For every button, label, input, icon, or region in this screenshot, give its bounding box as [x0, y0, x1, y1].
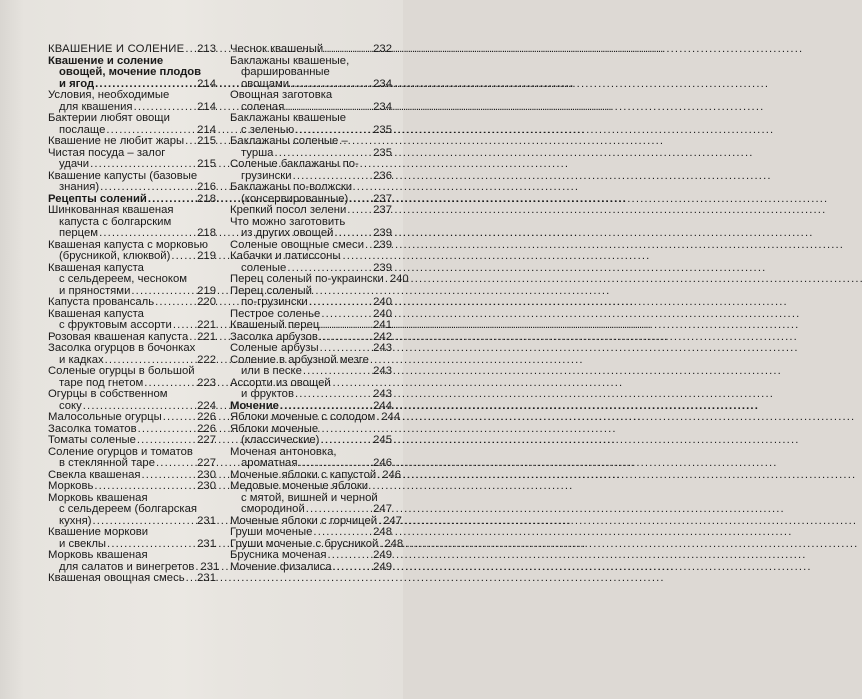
toc-entry-title-line: послаще [59, 123, 106, 136]
toc-entry [48, 366, 216, 389]
toc-page-number: 218 [197, 227, 216, 239]
toc-entry [230, 550, 392, 562]
toc-entry-title-line: Баклажаны по-волжски [230, 181, 353, 193]
toc-entry [48, 297, 216, 309]
toc-leader-dots [385, 274, 389, 286]
toc-entry-title-line: Что можно заготовить [230, 215, 346, 228]
toc-entry-title-line: с сельдереем, чесноком [59, 273, 188, 285]
toc-column-right [230, 43, 409, 573]
toc-page-number: 216 [197, 181, 216, 193]
toc-entry-title-line: соленая [241, 100, 285, 113]
toc-entry-title-line: Томаты соленые [48, 434, 136, 446]
toc-leader-dots [298, 458, 372, 470]
toc-entry-title-line: Кабачки и патиссоны [230, 250, 341, 262]
toc-page-number: 220 [197, 296, 216, 308]
toc-entry-title-line: Груши моченые с брусникой [230, 537, 379, 550]
toc-entry [48, 493, 216, 528]
toc-column-left [48, 43, 220, 585]
toc-page-number: 247 [383, 514, 402, 527]
toc-entry-title-line: Квашение капусты (базовые [48, 169, 198, 182]
toc-entry-title-line: с зеленью [241, 123, 295, 136]
toc-entry [48, 240, 216, 263]
toc-leader-dots [185, 44, 196, 56]
toc-page-number: 221 [197, 319, 216, 331]
toc-page-number: 227 [197, 434, 216, 446]
toc-entry-title-line: из других овощей [241, 227, 334, 239]
toc-entry-title-line: Квашеный перец [230, 319, 320, 331]
toc-page-number: 239 [373, 227, 392, 239]
toc-entry-title-line: удачи [59, 158, 90, 170]
toc-page-number: 224 [197, 399, 216, 412]
toc-page-number: 213 [197, 43, 216, 55]
toc-page-number: 245 [373, 434, 392, 446]
toc-entry-title-line: Моченые яблоки с горчицей [230, 514, 378, 527]
toc-entry-title-line: Капуста провансаль [48, 296, 155, 308]
toc-leader-dots [347, 205, 372, 217]
toc-entry-title-line: Соление в арбузной мезге [230, 353, 369, 366]
toc-entry-title-line: (брусникой, клюквой) [59, 250, 171, 262]
toc-entry-title-line: овощей, мочение плодов [59, 66, 202, 78]
toc-entry-title-line: Пестрое соленье [230, 307, 321, 320]
toc-entry [230, 251, 392, 274]
toc-page-number: 248 [373, 526, 392, 538]
toc-entry-title-line: ароматная [241, 457, 298, 469]
toc-leader-dots [333, 562, 373, 574]
toc-entry-title-line: Овощная заготовка [230, 89, 333, 101]
toc-page-number: 243 [373, 388, 392, 400]
toc-page-number: 223 [197, 376, 216, 389]
toc-entry [48, 481, 216, 493]
toc-entry-title-line: Соленые баклажаны по- [230, 158, 359, 170]
toc-entry [48, 309, 216, 332]
toc-page-number: 249 [373, 549, 392, 561]
toc-entry-title-line: Чистая посуда – залог [48, 146, 166, 159]
toc-entry-title-line: и фруктов [241, 388, 294, 400]
toc-page-number: 230 [197, 480, 216, 492]
toc-entry [48, 447, 216, 470]
toc-entry [230, 182, 392, 205]
toc-page-number: 226 [197, 411, 216, 423]
toc-entry-title-line: Груши моченые [230, 526, 313, 538]
toc-page-number: 246 [382, 468, 402, 481]
toc-entry-title-line: и ягод [59, 77, 95, 90]
toc-entry-title-line: Условия, необходимые [48, 89, 170, 101]
toc-leader-dots [156, 458, 196, 470]
toc-entry [230, 527, 392, 539]
toc-entry [230, 343, 392, 355]
toc-page-number: 215 [197, 135, 216, 147]
toc-leader-dots [313, 527, 372, 539]
toc-entry-title-line: Яблоки моченые [230, 422, 319, 435]
toc-entry-title-line: в стеклянной таре [59, 457, 156, 469]
toc-entry [230, 56, 392, 91]
toc-leader-dots [306, 504, 372, 516]
toc-entry-title-line: с сельдереем (болгарская [59, 503, 197, 515]
toc-entry [230, 355, 392, 378]
toc-entry [48, 435, 216, 447]
toc-page-number: 249 [373, 560, 392, 573]
toc-entry-title-line: КВАШЕНИЕ И СОЛЕНИЕ [48, 43, 185, 55]
toc-leader-dots [377, 470, 381, 482]
toc-leader-dots [376, 412, 380, 424]
toc-page-number: 240 [373, 296, 392, 308]
toc-entry-title-line: Баклажаны квашеные [230, 112, 347, 124]
toc-entry-title-line: смородиной [241, 503, 305, 515]
toc-entry-title-line: Ассорти из овощей [230, 376, 331, 389]
toc-page-number: 244 [381, 411, 401, 423]
toc-entry-title-line: Рецепты солений [48, 192, 147, 205]
toc-entry-title-line: Квашеная капуста с морковью [48, 238, 208, 251]
toc-entry [48, 263, 216, 298]
toc-entry-title-line: и пряностями [59, 284, 131, 297]
toc-entry [230, 90, 392, 113]
toc-entry-title-line: овощами [241, 77, 290, 90]
toc-page-number: 244 [373, 399, 392, 412]
toc-entry [230, 44, 392, 56]
toc-entry [48, 90, 216, 113]
toc-entry-title-line: Засолка томатов [48, 422, 137, 435]
toc-leader-dots [295, 389, 372, 401]
toc-leader-dots [324, 44, 372, 56]
toc-entry [48, 205, 216, 240]
toc-entry [48, 136, 216, 148]
toc-entry-title-line: турша [241, 146, 274, 159]
toc-page-number: 246 [373, 457, 392, 469]
toc-entry-title-line: Соленые огурцы в большой [48, 365, 195, 377]
toc-page-number: 242 [373, 330, 392, 343]
toc-entry-title-line: и свеклы [59, 537, 107, 550]
toc-entry [48, 527, 216, 550]
toc-entry-title-line: с фруктовым ассорти [59, 319, 172, 331]
toc-entry-title-line: Малосольные огурцы [48, 411, 162, 423]
toc-page-number: 219 [197, 250, 216, 262]
toc-entry-title-line: грузински [241, 169, 292, 182]
toc-page-number: 248 [384, 537, 404, 550]
toc-leader-dots [171, 251, 196, 263]
toc-entry [230, 113, 392, 136]
toc-leader-dots [137, 435, 196, 447]
toc-entry [48, 113, 216, 136]
toc-leader-dots [328, 550, 373, 562]
toc-page-number: 236 [373, 169, 392, 182]
toc-leader-dots [334, 228, 372, 240]
toc-entry [230, 562, 392, 574]
toc-entry-title-line: Соленые арбузы [230, 342, 319, 354]
toc-page-number: 221 [197, 330, 216, 343]
toc-entry-title-line: Засолка арбузов [230, 330, 318, 343]
toc-entry [230, 136, 392, 159]
toc-entry-title-line: (консервированные) [241, 192, 349, 205]
toc-entry-title-line: Шинкованная квашеная [48, 204, 174, 216]
toc-page-number: 241 [373, 319, 392, 331]
toc-leader-dots [155, 297, 196, 309]
toc-entry-title-line: Квашеная капуста [48, 261, 144, 274]
toc-entry [230, 424, 392, 447]
toc-entry-title-line: Квашеная овощная смесь [48, 572, 185, 584]
toc-entry-title-line: Квашеная капуста [48, 307, 144, 320]
toc-page-number: 240 [389, 273, 409, 285]
toc-page-number: 239 [373, 238, 392, 251]
toc-entry-title-line: Баклажаны квашеные, [230, 54, 350, 67]
toc-page-number: 222 [197, 353, 216, 366]
toc-page-number: 234 [373, 77, 392, 90]
book-page [0, 0, 409, 699]
toc-entry-title-line: Морковь [48, 480, 94, 492]
toc-page-number: 218 [197, 192, 216, 205]
toc-entry-title-line: Квашение моркови [48, 526, 149, 538]
toc-page-number: 243 [373, 365, 392, 377]
toc-entry [48, 44, 216, 56]
toc-entry-title-line: знания) [59, 181, 100, 193]
toc-leader-dots [185, 136, 196, 148]
toc-entry [48, 343, 216, 366]
toc-entry [230, 286, 392, 309]
toc-entry-title-line: для салатов и винегретов [59, 560, 195, 573]
toc-entry-title-line: и кадках [59, 353, 104, 366]
toc-page-number: 231 [197, 572, 216, 584]
toc-entry [230, 217, 392, 240]
toc-page-number: 214 [197, 77, 216, 90]
toc-page-number: 219 [197, 284, 216, 297]
toc-entry [230, 205, 392, 217]
toc-entry-title-line: Моченая антоновка, [230, 445, 337, 458]
toc-page-number: 227 [197, 457, 216, 469]
toc-entry-title-line: Перец соленый [230, 284, 312, 297]
toc-leader-dots [99, 228, 196, 240]
toc-entry-title-line: таре под гнетом [59, 376, 144, 389]
toc-entry-title-line: Мочение физалиса [230, 560, 332, 573]
toc-leader-dots [320, 343, 373, 355]
toc-page-number: 214 [197, 100, 216, 113]
toc-entry-title-line: Брусника моченая [230, 549, 327, 561]
toc-leader-dots [320, 320, 372, 332]
toc-entry-title-line: Медовые моченые яблоки [230, 480, 369, 492]
toc-entry [230, 159, 392, 182]
toc-page-number: 226 [197, 422, 216, 435]
toc-leader-dots [303, 366, 372, 378]
toc-entry-title-line: Мочение [230, 399, 279, 412]
toc-leader-dots [163, 412, 196, 424]
toc-entry-title-line: Морковь квашеная [48, 491, 148, 504]
toc-page-number: 239 [373, 261, 392, 274]
toc-leader-dots [309, 297, 372, 309]
toc-page-number: 214 [197, 123, 216, 136]
toc-page-number: 240 [373, 307, 392, 320]
toc-page-number: 231 [197, 537, 216, 550]
toc-page-number: 247 [373, 503, 392, 515]
toc-leader-dots [173, 320, 196, 332]
toc-page-number: 237 [373, 204, 392, 216]
toc-entry-title-line: фаршированные [241, 66, 330, 78]
toc-entry [48, 412, 216, 424]
toc-page-number: 215 [197, 158, 216, 170]
toc-entry-title-line: перцем [59, 227, 99, 239]
toc-entry-title-line: Засолка огурцов в бочонках [48, 342, 196, 354]
toc-page-number: 231 [197, 514, 216, 527]
toc-leader-dots [100, 182, 196, 194]
toc-entry [230, 320, 392, 332]
toc-entry [48, 389, 216, 412]
toc-entry-title-line: с мятой, вишней и черной [241, 491, 378, 504]
toc-leader-dots [94, 481, 196, 493]
toc-page-number: 235 [373, 123, 392, 136]
toc-entry-title-line: Крепкий посол зелени [230, 204, 347, 216]
toc-entry [48, 56, 216, 91]
toc-entry-title-line: Перец соленый по-украински [230, 273, 384, 285]
toc-page-number: 243 [373, 342, 392, 354]
toc-entry-title-line: Соленые овощные смеси [230, 238, 365, 251]
toc-entry [230, 273, 409, 286]
toc-entry-title-line: Свекла квашеная [48, 468, 141, 481]
toc-entry-title-line: для квашения [59, 100, 133, 113]
toc-entry-title-line: Квашение и соление [48, 54, 164, 67]
toc-entry-title-line: соленые [241, 261, 287, 274]
toc-entry-title-line: соку [59, 399, 82, 412]
toc-entry [230, 447, 392, 470]
toc-entry [48, 573, 216, 585]
toc-page-number: 230 [197, 468, 216, 481]
toc-entry-title-line: Бактерии любят овощи [48, 112, 170, 124]
toc-page-number: 234 [373, 100, 392, 113]
toc-entry-title-line: Морковь квашеная [48, 549, 148, 561]
toc-entry [230, 378, 392, 401]
toc-entry [48, 549, 220, 573]
toc-entry [48, 171, 216, 194]
toc-entry-title-line: (классические) [241, 434, 320, 446]
toc-leader-dots [365, 240, 372, 252]
toc-entry-title-line: Соление огурцов и томатов [48, 445, 193, 458]
toc-entry-title-line: Яблоки моченые с солодом [230, 411, 376, 423]
toc-entry-title-line: Моченые яблоки с капустой [230, 468, 377, 481]
toc-entry-title-line: Квашение не любит жары [48, 135, 185, 147]
toc-entry-title-line: Чеснок квашеный [230, 43, 324, 55]
toc-entry-title-line: или в песке [241, 365, 302, 377]
toc-leader-dots [90, 159, 196, 171]
toc-leader-dots [320, 435, 372, 447]
toc-leader-dots [186, 573, 197, 585]
toc-entry [230, 411, 401, 424]
toc-entry-title-line: Огурцы в собственном [48, 388, 168, 400]
toc-entry-title-line: Баклажаны соленые – [230, 135, 348, 147]
toc-page-number: 232 [373, 43, 392, 55]
toc-page-number: 231 [200, 560, 220, 573]
toc-entry [48, 148, 216, 171]
toc-entry-title-line: капуста с болгарским [59, 215, 172, 228]
toc-entry-title-line: кухня) [59, 514, 92, 527]
toc-page-number: 235 [373, 146, 392, 159]
toc-page-number: 237 [373, 192, 392, 205]
toc-entry-title-line: Розовая квашеная капуста [48, 330, 189, 343]
toc-entry [230, 481, 392, 516]
toc-entry-title-line: по-грузински [241, 296, 308, 308]
